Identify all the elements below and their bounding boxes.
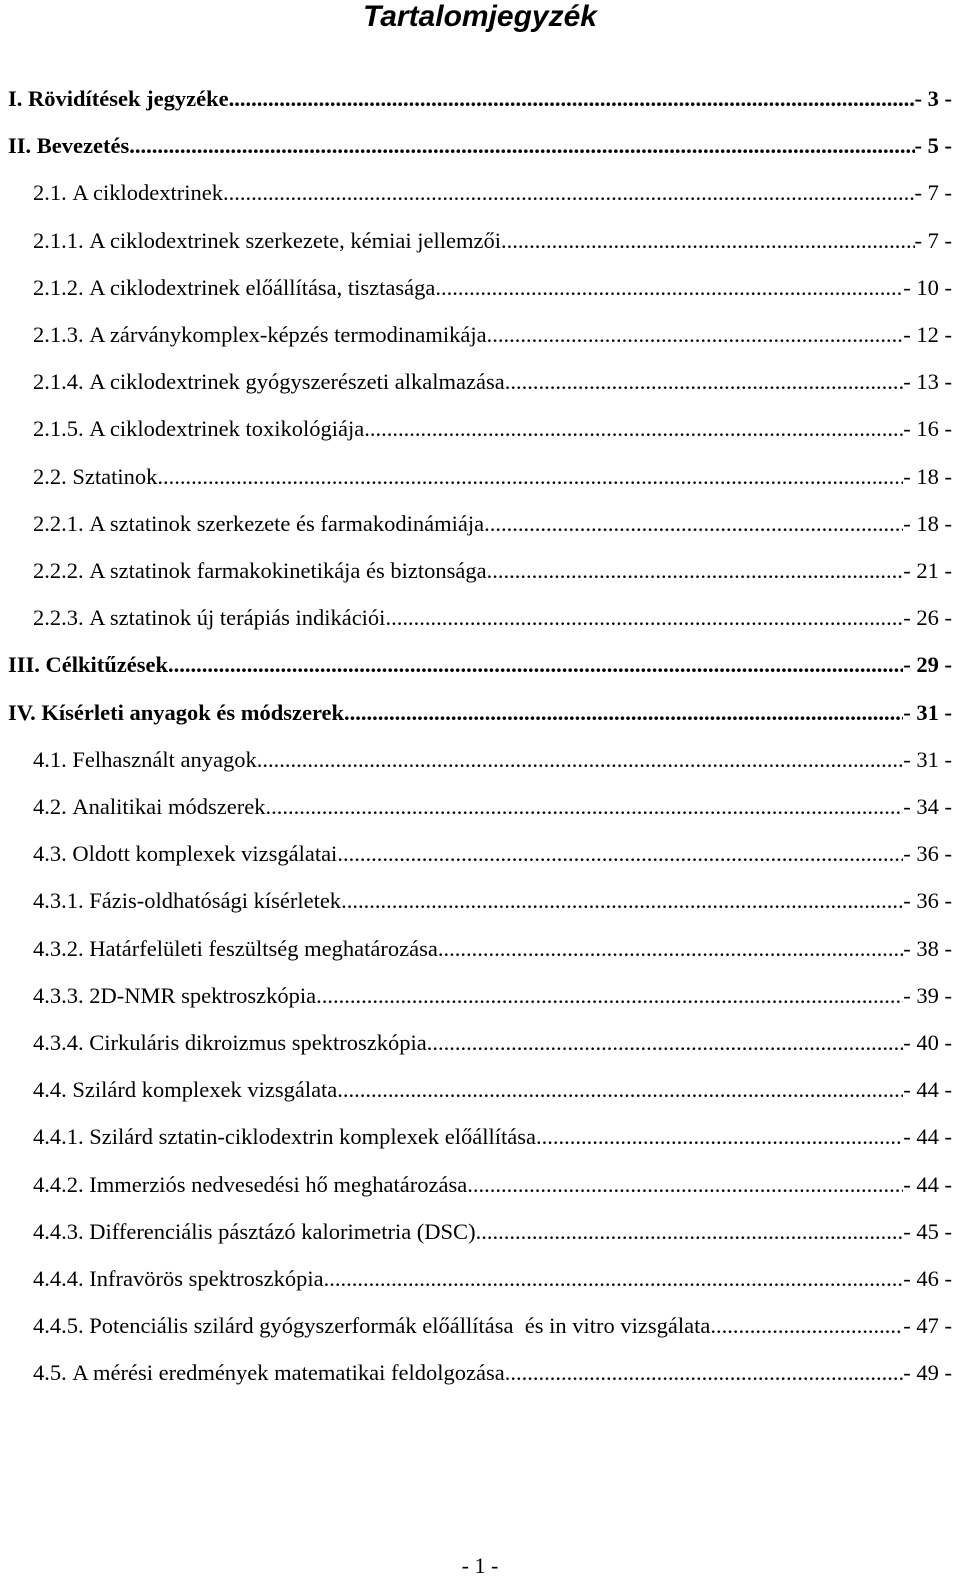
toc-entry-title: Sztatinok — [72, 464, 158, 489]
toc-entry-page: - 10 - — [903, 275, 952, 300]
toc-entry[interactable] — [33, 1264, 952, 1294]
toc-entry-title: Határfelületi feszültség meghatározása — [89, 936, 438, 961]
toc-entry-title: A zárványkomplex-képzés termodinamikája — [89, 322, 487, 347]
toc-entry-page: - 44 - — [903, 1124, 952, 1149]
toc-entry[interactable] — [33, 1170, 952, 1200]
toc-dot-leader — [341, 886, 903, 916]
toc-dot-leader — [505, 367, 904, 397]
toc-entry-title: A ciklodextrinek előállítása, tisztasága — [89, 275, 436, 300]
toc-dot-leader — [337, 839, 903, 869]
toc-entry-number: 4.3. — [33, 841, 73, 866]
toc-entry[interactable] — [8, 650, 952, 680]
toc-entry-number: III. — [8, 652, 46, 677]
toc-entry-page: - 7 - — [914, 228, 952, 253]
toc-entry-number: 4.5. — [33, 1360, 73, 1385]
toc-entry[interactable] — [33, 509, 952, 539]
toc-entry-page: - 18 - — [903, 511, 952, 536]
toc-entry-title: A ciklodextrinek szerkezete, kémiai jellemzői — [89, 228, 501, 253]
toc-entry-page: - 12 - — [903, 322, 952, 347]
toc-entry-title: Differenciális pásztázó kalorimetria (DSC) — [89, 1219, 476, 1244]
toc-entry-page: - 44 - — [903, 1077, 952, 1102]
toc-dot-leader — [427, 1028, 904, 1058]
toc-dot-leader — [223, 178, 915, 208]
toc-entry-number: 4.4.4. — [33, 1266, 90, 1291]
toc-entry-page: - 36 - — [903, 841, 952, 866]
toc-entry[interactable] — [33, 556, 952, 586]
toc-entry-number: 2.2.1. — [33, 511, 90, 536]
page-title: Tartalomjegyzék — [363, 0, 597, 33]
toc-entry-title: Infravörös spektroszkópia — [89, 1266, 324, 1291]
toc-entry-title: A sztatinok szerkezete és farmakodinámiája — [89, 511, 485, 536]
toc-entry-number: 2.1.3. — [33, 322, 90, 347]
toc-entry[interactable] — [33, 1122, 952, 1152]
toc-entry-number: 2.2.2. — [33, 558, 90, 583]
toc-dot-leader — [129, 131, 914, 161]
toc-dot-leader — [385, 603, 903, 633]
toc-entry-title: Fázis-oldhatósági kísérletek — [89, 888, 342, 913]
toc-entry[interactable] — [33, 1075, 952, 1105]
toc-dot-leader — [487, 556, 904, 586]
toc-dot-leader — [168, 650, 903, 680]
toc-entry-number: 2.2.3. — [33, 605, 90, 630]
toc-entry-page: - 34 - — [903, 794, 952, 819]
toc-entry-number: I. — [8, 86, 29, 111]
toc-dot-leader — [316, 981, 903, 1011]
toc-entry[interactable] — [33, 981, 952, 1011]
toc-entry-title: Cirkuláris dikroizmus spektroszkópia — [89, 1030, 427, 1055]
toc-dot-leader — [505, 1358, 904, 1388]
toc-entry-title: A mérési eredmények matematikai feldolgozása — [72, 1360, 505, 1385]
toc-entry-page: - 31 - — [903, 747, 952, 772]
toc-entry-title: A sztatinok farmakokinetikája és biztonsága — [89, 558, 487, 583]
toc-entry[interactable] — [8, 131, 952, 161]
toc-entry-title: Analitikai módszerek — [72, 794, 266, 819]
toc-entry[interactable] — [33, 792, 952, 822]
toc-dot-leader — [438, 934, 903, 964]
toc-dot-leader — [337, 1075, 903, 1105]
toc-entry-number: 4.4.3. — [33, 1219, 90, 1244]
toc-entry-page: - 40 - — [903, 1030, 952, 1055]
toc-entry-page: - 29 - — [903, 652, 952, 677]
toc-entry-number: 4.1. — [33, 747, 73, 772]
toc-entry-page: - 36 - — [903, 888, 952, 913]
toc-entry-title: A ciklodextrinek gyógyszerészeti alkalmazása — [89, 369, 505, 394]
toc-entry-title: Rövidítések jegyzéke — [28, 86, 229, 111]
toc-entry-title: A sztatinok új terápiás indikációi — [89, 605, 386, 630]
toc-dot-leader — [435, 273, 903, 303]
toc-entry-title: Bevezetés — [36, 133, 130, 158]
toc-entry[interactable] — [8, 698, 952, 728]
toc-entry-title: Potenciális szilárd gyógyszerformák előállítása és in vitro vizsgálata — [89, 1313, 711, 1338]
toc-entry[interactable] — [33, 178, 952, 208]
toc-entry[interactable] — [33, 1028, 952, 1058]
toc-entry[interactable] — [33, 1217, 952, 1247]
toc-entry[interactable] — [33, 273, 952, 303]
toc-entry-number: 4.3.1. — [33, 888, 90, 913]
toc-entry[interactable] — [33, 886, 952, 916]
toc-dot-leader — [536, 1122, 903, 1152]
toc-entry-title: Szilárd komplexek vizsgálata — [72, 1077, 338, 1102]
toc-entry-title: Szilárd sztatin-ciklodextrin komplexek előállítása — [89, 1124, 536, 1149]
toc-dot-leader — [364, 414, 903, 444]
toc-entry-number: 4.3.3. — [33, 983, 90, 1008]
toc-dot-leader — [467, 1170, 903, 1200]
toc-entry-page: - 31 - — [903, 700, 952, 725]
toc-entry[interactable] — [33, 414, 952, 444]
toc-dot-leader — [257, 745, 904, 775]
toc-entry-page: - 39 - — [903, 983, 952, 1008]
toc-entry-page: - 5 - — [914, 133, 952, 158]
toc-entry-number: IV. — [8, 700, 42, 725]
toc-dot-leader — [344, 698, 903, 728]
toc-entry-title: Oldott komplexek vizsgálatai — [72, 841, 338, 866]
toc-entry-page: - 21 - — [903, 558, 952, 583]
toc-dot-leader — [324, 1264, 904, 1294]
toc-entry-number: 2.1.2. — [33, 275, 90, 300]
toc-entry-number: II. — [8, 133, 37, 158]
toc-dot-leader — [487, 320, 904, 350]
toc-dot-leader — [501, 226, 915, 256]
toc-entry-title: Immerziós nedvesedési hő meghatározása — [89, 1172, 468, 1197]
toc-dot-leader — [710, 1311, 903, 1341]
toc-entry-number: 2.2. — [33, 464, 73, 489]
toc-entry-page: - 13 - — [903, 369, 952, 394]
toc-entry-number: 4.4.2. — [33, 1172, 90, 1197]
toc-entry-title: A ciklodextrinek — [72, 180, 223, 205]
toc-entry-number: 4.4.1. — [33, 1124, 90, 1149]
toc-entry-number: 4.2. — [33, 794, 73, 819]
toc-entry[interactable] — [33, 367, 952, 397]
toc-entry-page: - 47 - — [903, 1313, 952, 1338]
toc-entry-page: - 38 - — [903, 936, 952, 961]
toc-dot-leader — [265, 792, 903, 822]
toc-entry-page: - 46 - — [903, 1266, 952, 1291]
toc-entry-number: 2.1.1. — [33, 228, 90, 253]
toc-entry-title: Célkitűzések — [45, 652, 169, 677]
toc-dot-leader — [229, 84, 915, 114]
toc-entry[interactable] — [33, 226, 952, 256]
toc-entry-page: - 3 - — [914, 86, 952, 111]
toc-entry[interactable] — [33, 603, 952, 633]
toc-entry[interactable] — [33, 745, 952, 775]
toc-entry-page: - 26 - — [903, 605, 952, 630]
toc-entry-page: - 49 - — [903, 1360, 952, 1385]
toc-entry-page: - 16 - — [903, 416, 952, 441]
toc-entry-page: - 7 - — [914, 180, 952, 205]
toc-entry-number: 2.1.4. — [33, 369, 90, 394]
toc-entry-number: 4.3.2. — [33, 936, 90, 961]
toc-entry-number: 4.4.5. — [33, 1313, 90, 1338]
toc-entry-title: A ciklodextrinek toxikológiája — [89, 416, 365, 441]
toc-entry[interactable] — [33, 320, 952, 350]
toc-entry-title: Felhasznált anyagok — [72, 747, 257, 772]
toc-dot-leader — [157, 462, 903, 492]
toc-entry[interactable] — [8, 84, 952, 114]
toc-entry-page: - 18 - — [903, 464, 952, 489]
toc-entry-number: 4.4. — [33, 1077, 73, 1102]
toc-entry-page: - 44 - — [903, 1172, 952, 1197]
page-number: - 1 - — [461, 1553, 499, 1578]
toc-dot-leader — [476, 1217, 904, 1247]
toc-entry-title: 2D-NMR spektroszkópia — [89, 983, 317, 1008]
toc-entry-title: Kísérleti anyagok és módszerek — [41, 700, 345, 725]
toc-dot-leader — [484, 509, 903, 539]
toc-entry[interactable] — [33, 462, 952, 492]
toc-entry[interactable] — [33, 934, 952, 964]
toc-entry[interactable] — [33, 1358, 952, 1388]
toc-entry[interactable] — [33, 839, 952, 869]
toc-entry-number: 2.1. — [33, 180, 73, 205]
toc-entry[interactable] — [33, 1311, 952, 1341]
toc-entry-number: 4.3.4. — [33, 1030, 90, 1055]
toc-entry-page: - 45 - — [903, 1219, 952, 1244]
toc-entry-number: 2.1.5. — [33, 416, 90, 441]
